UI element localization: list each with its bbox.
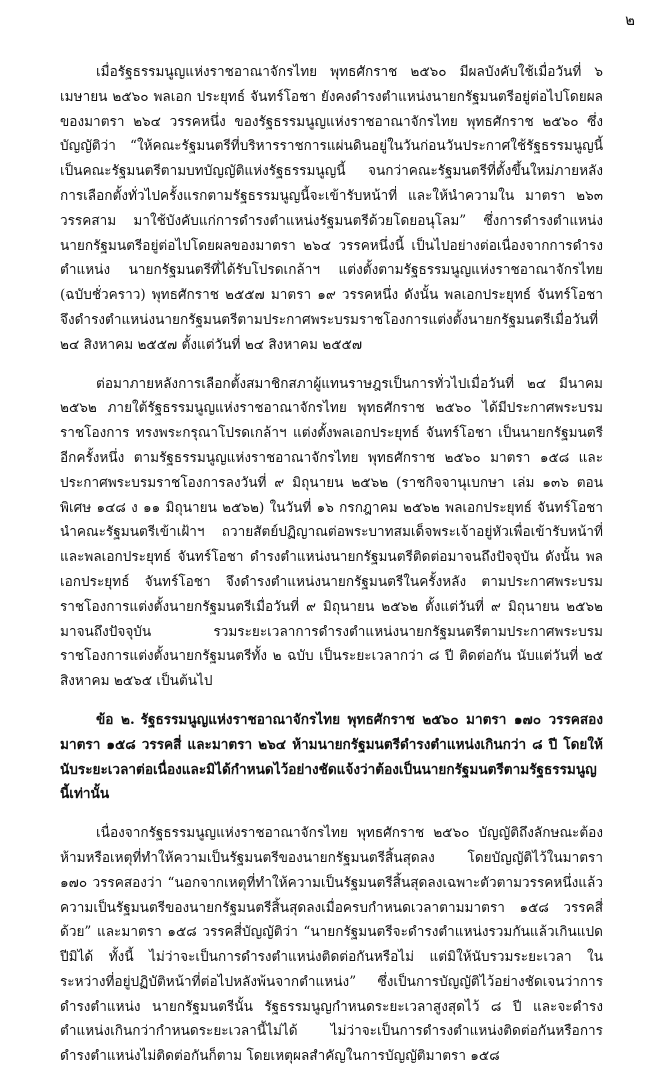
document-body [60, 60, 603, 1083]
section-label: ข้อ ๒. [96, 711, 135, 728]
paragraph-term-limit: เนื่องจากรัฐธรรมนูญแห่งราชอาณาจักรไทย พุทธศักราช ๒๕๖๐ บัญญัติถึงลักษณะต้องห้ามหรือเหตุที่ทำให้ความเป็นรัฐมนตรีของนายกรัฐมนตรีสิ้นสุดลง โดยบัญญัติไว้ในมาตรา ๑๗๐ วรรคสองว่า “นอกจากเหตุที่ทำให้ความเป็นรัฐมนตรีสิ้นสุดลงเฉพาะตัวตามวรรคหนึ่งแล้ว ความเป็นรัฐมนตรีของนายกรัฐมนตรีสิ้นสุดลงเมื่อครบกำหนดเวลาตามมาตรา ๑๕๘ วรรคสี่ ด้วย” และมาตรา ๑๕๘ วรรคสี่บัญญัติว่า “นายกรัฐมนตรีจะดำรงตำแหน่งรวมกันแล้วเกินแปดปีมิได้ ทั้งนี้ ไม่ว่าจะเป็นการดำรงตำแหน่งติดต่อกันหรือไม่ แต่มิให้นับรวมระยะเวลา ในระหว่างที่อยู่ปฏิบัติหน้าที่ต่อไปหลังพ้นจากตำแหน่ง” ซึ่งเป็นการบัญญัติไว้อย่างชัดเจนว่าการดำรงตำแหน่ง นายกรัฐมนตรีนั้น รัฐธรรมนูญกำหนดระยะเวลาสูงสุดไว้ ๘ ปี และจะดำรงตำแหน่งเกินกว่ากำหนดระยะเวลานี้ไม่ได้ ไม่ว่าจะเป็นการดำรงตำแหน่งติดต่อกันหรือการดำรงตำแหน่งไม่ติดต่อกันก็ตาม โดยเหตุผลสำคัญในการบัญญัติมาตรา ๑๕๘ [60, 825, 603, 1065]
paragraph-constitution-effective: เมื่อรัฐธรรมนูญแห่งราชอาณาจักรไทย พุทธศักราช ๒๕๖๐ มีผลบังคับใช้เมื่อวันที่ ๖ เมษายน ๒๕๖๐ พลเอก ประยุทธ์ จันทร์โอชา ยังคงดำรงตำแหน่งนายกรัฐมนตรีอยู่ต่อไปโดยผลของมาตรา ๒๖๔ วรรคหนึ่ง ของรัฐธรรมนูญแห่งราชอาณาจักรไทย พุทธศักราช ๒๕๖๐ ซึ่งบัญญัติว่า “ให้คณะรัฐมนตรีที่บริหารราชการแผ่นดินอยู่ในวันก่อนวันประกาศใช้รัฐธรรมนูญนี้ เป็นคณะรัฐมนตรีตามบทบัญญัติแห่งรัฐธรรมนูญนี้ จนกว่าคณะรัฐมนตรีที่ตั้งขึ้นใหม่ภายหลังการเลือกตั้งทั่วไปครั้งแรกตามรัฐธรรมนูญนี้จะเข้ารับหน้าที่ และให้นำความใน มาตรา ๒๖๓ วรรคสาม มาใช้บังคับแก่การดำรงตำแหน่งรัฐมนตรีด้วยโดยอนุโลม” ซึ่งการดำรงตำแหน่งนายกรัฐมนตรีอยู่ต่อไปโดยผลของมาตรา ๒๖๔ วรรคหนึ่งนี้ เป็นไปอย่างต่อเนื่องจากการดำรงตำแหน่ง นายกรัฐมนตรีที่ได้รับโปรดเกล้าฯ แต่งตั้งตามรัฐธรรมนูญแห่งราชอาณาจักรไทย (ฉบับชั่วคราว) พุทธศักราช ๒๕๕๗ มาตรา ๑๙ วรรคหนึ่ง ดังนั้น พลเอกประยุทธ์ จันทร์โอชาจึงดำรงตำแหน่งนายกรัฐมนตรีตามประกาศพระบรมราชโองการแต่งตั้งนายกรัฐมนตรีเมื่อวันที่ ๒๔ สิงหาคม ๒๕๕๗ ตั้งแต่วันที่ ๒๔ สิงหาคม ๒๕๕๗ [60, 64, 603, 353]
section-heading-text: รัฐธรรมนูญแห่งราชอาณาจักรไทย พุทธศักราช ๒๕๖๐ มาตรา ๑๗๐ วรรคสอง มาตรา ๑๕๘ วรรคสี่ และมาตรา ๒๖๔ ห้ามนายกรัฐมนตรีดำรงตำแหน่งเกินกว่า ๘ ปี โดยให้นับระยะเวลาต่อเนื่องและมิได้กำหนดไว้อย่างชัดแจ้งว่าต้องเป็นนายกรัฐมนตรีตามรัฐธรรมนูญนี้เท่านั้น [60, 711, 603, 803]
paragraph-reappointment: ต่อมาภายหลังการเลือกตั้งสมาชิกสภาผู้แทนราษฎรเป็นการทั่วไปเมื่อวันที่ ๒๔ มีนาคม ๒๕๖๒ ภายใต้รัฐธรรมนูญแห่งราชอาณาจักรไทย พุทธศักราช ๒๕๖๐ ได้มีประกาศพระบรมราชโองการ ทรงพระกรุณาโปรดเกล้าฯ แต่งตั้งพลเอกประยุทธ์ จันทร์โอชา เป็นนายกรัฐมนตรีอีกครั้งหนึ่ง ตามรัฐธรรมนูญแห่งราชอาณาจักรไทย พุทธศักราช ๒๕๖๐ มาตรา ๑๕๘ และประกาศพระบรมราชโองการลงวันที่ ๙ มิถุนายน ๒๕๖๒ (ราชกิจจานุเบกษา เล่ม ๑๓๖ ตอนพิเศษ ๑๔๘ ง ๑๑ มิถุนายน ๒๕๖๒) ในวันที่ ๑๖ กรกฎาคม ๒๕๖๒ พลเอกประยุทธ์ จันทร์โอชา นำคณะรัฐมนตรีเข้าเฝ้าฯ ถวายสัตย์ปฏิญาณต่อพระบาทสมเด็จพระเจ้าอยู่หัวเพื่อเข้ารับหน้าที่ และพลเอกประยุทธ์ จันทร์โอชา ดำรงตำแหน่งนายกรัฐมนตรีติดต่อมาจนถึงปัจจุบัน ดังนั้น พลเอกประยุทธ์ จันทร์โอชา จึงดำรงตำแหน่งนายกรัฐมนตรีในครั้งหลัง ตามประกาศพระบรมราชโองการแต่งตั้งนายกรัฐมนตรีเมื่อวันที่ ๙ มิถุนายน ๒๕๖๒ ตั้งแต่วันที่ ๙ มิถุนายน ๒๕๖๒ มาจนถึงปัจจุบัน รวมระยะเวลาการดำรงตำแหน่งนายกรัฐมนตรีตามประกาศพระบรมราชโองการแต่งตั้งนายกรัฐมนตรีทั้ง ๒ ฉบับ เป็นระยะเวลากว่า ๘ ปี ติดต่อกัน นับแต่วันที่ ๒๕ สิงหาคม ๒๕๖๕ เป็นต้นไป [60, 375, 603, 690]
page-number: ๒ [625, 11, 635, 29]
section-heading [60, 708, 603, 807]
